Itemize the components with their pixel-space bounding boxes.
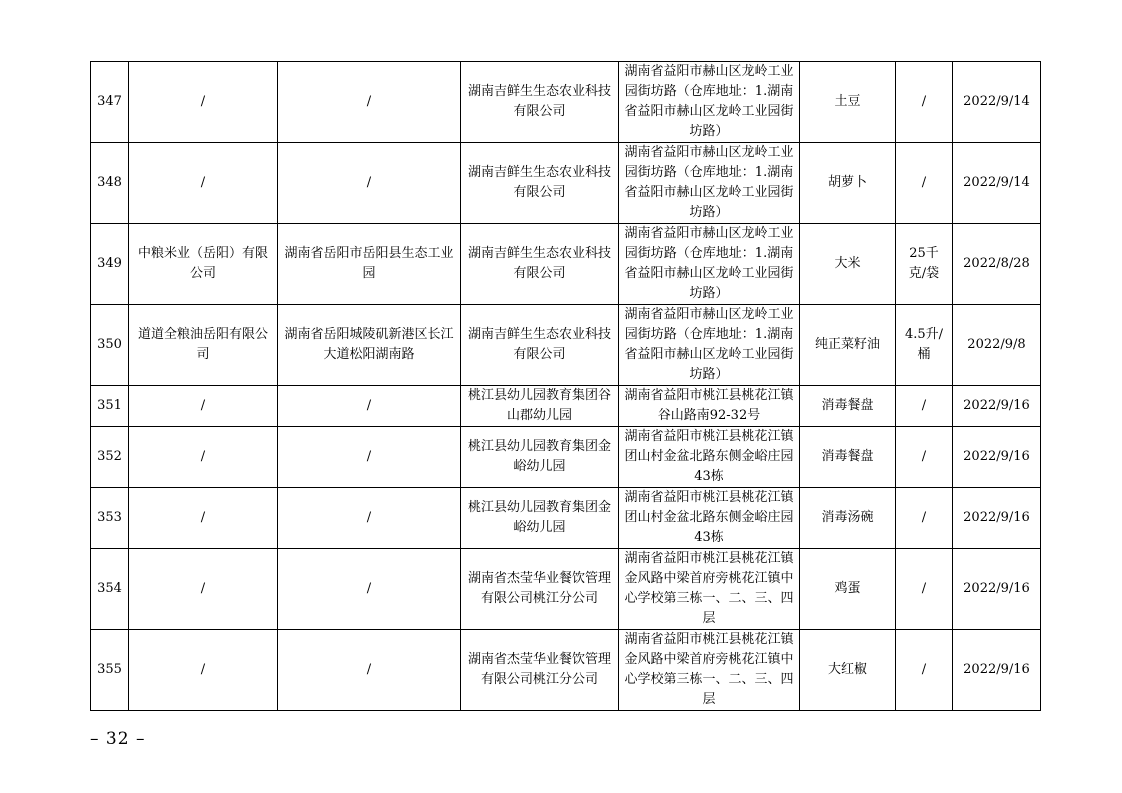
table-row (91, 224, 1041, 305)
product-spec: / (896, 427, 953, 488)
seller-name: 湖南省杰莹华业餐饮管理有限公司桃江分公司 (461, 630, 619, 711)
seller-name: 桃江县幼儿园教育集团谷山郡幼儿园 (461, 386, 619, 427)
producer-address: / (278, 427, 461, 488)
row-number: 348 (91, 143, 129, 224)
seller-name: 湖南吉鲜生生态农业科技有限公司 (461, 143, 619, 224)
row-number: 350 (91, 305, 129, 386)
page-number: – 32 – (90, 729, 146, 749)
seller-name: 湖南吉鲜生生态农业科技有限公司 (461, 305, 619, 386)
product-spec: / (896, 488, 953, 549)
row-number: 352 (91, 427, 129, 488)
producer-name: / (129, 488, 278, 549)
producer-name: / (129, 630, 278, 711)
product-name: 纯正菜籽油 (800, 305, 896, 386)
product-spec: / (896, 630, 953, 711)
product-spec: 25千克/袋 (896, 224, 953, 305)
seller-address: 湖南省益阳市赫山区龙岭工业园街坊路（仓库地址：1.湖南省益阳市赫山区龙岭工业园街坊路） (619, 143, 800, 224)
table-row (91, 630, 1041, 711)
product-name: 消毒餐盘 (800, 386, 896, 427)
row-number: 351 (91, 386, 129, 427)
row-number: 353 (91, 488, 129, 549)
seller-name: 湖南吉鲜生生态农业科技有限公司 (461, 224, 619, 305)
producer-address: / (278, 62, 461, 143)
product-name: 大米 (800, 224, 896, 305)
producer-name: / (129, 62, 278, 143)
product-name: 大红椒 (800, 630, 896, 711)
production-date: 2022/9/16 (953, 386, 1041, 427)
table-row (91, 62, 1041, 143)
producer-address: / (278, 386, 461, 427)
seller-address: 湖南省益阳市赫山区龙岭工业园街坊路（仓库地址：1.湖南省益阳市赫山区龙岭工业园街坊路） (619, 62, 800, 143)
table-row (91, 143, 1041, 224)
row-number: 355 (91, 630, 129, 711)
producer-address: / (278, 143, 461, 224)
product-spec: / (896, 386, 953, 427)
production-date: 2022/9/16 (953, 427, 1041, 488)
product-spec: 4.5升/桶 (896, 305, 953, 386)
seller-address: 湖南省益阳市桃江县桃花江镇金风路中梁首府旁桃花江镇中心学校第三栋一、二、三、四层 (619, 549, 800, 630)
seller-address: 湖南省益阳市桃江县桃花江镇团山村金盆北路东侧金峪庄园43栋 (619, 488, 800, 549)
production-date: 2022/9/16 (953, 549, 1041, 630)
product-name: 胡萝卜 (800, 143, 896, 224)
production-date: 2022/9/16 (953, 488, 1041, 549)
product-spec: / (896, 143, 953, 224)
production-date: 2022/9/16 (953, 630, 1041, 711)
producer-address: 湖南省岳阳市岳阳县生态工业园 (278, 224, 461, 305)
producer-address: 湖南省岳阳城陵矶新港区长江大道松阳湖南路 (278, 305, 461, 386)
production-date: 2022/9/14 (953, 143, 1041, 224)
producer-address: / (278, 488, 461, 549)
product-name: 鸡蛋 (800, 549, 896, 630)
seller-address: 湖南省益阳市桃江县桃花江镇谷山路南92-32号 (619, 386, 800, 427)
table-row (91, 549, 1041, 630)
production-date: 2022/8/28 (953, 224, 1041, 305)
product-name: 土豆 (800, 62, 896, 143)
product-name: 消毒汤碗 (800, 488, 896, 549)
row-number: 347 (91, 62, 129, 143)
row-number: 354 (91, 549, 129, 630)
seller-address: 湖南省益阳市桃江县桃花江镇金风路中梁首府旁桃花江镇中心学校第三栋一、二、三、四层 (619, 630, 800, 711)
production-date: 2022/9/8 (953, 305, 1041, 386)
producer-name: / (129, 427, 278, 488)
producer-name: / (129, 386, 278, 427)
product-spec: / (896, 62, 953, 143)
seller-name: 湖南吉鲜生生态农业科技有限公司 (461, 62, 619, 143)
producer-name: 道道全粮油岳阳有限公司 (129, 305, 278, 386)
product-name: 消毒餐盘 (800, 427, 896, 488)
row-number: 349 (91, 224, 129, 305)
producer-name: 中粮米业（岳阳）有限公司 (129, 224, 278, 305)
producer-address: / (278, 630, 461, 711)
table-row (91, 488, 1041, 549)
table-row (91, 305, 1041, 386)
producer-name: / (129, 549, 278, 630)
sampling-table (90, 61, 1041, 711)
production-date: 2022/9/14 (953, 62, 1041, 143)
seller-name: 桃江县幼儿园教育集团金峪幼儿园 (461, 427, 619, 488)
seller-address: 湖南省益阳市桃江县桃花江镇团山村金盆北路东侧金峪庄园43栋 (619, 427, 800, 488)
seller-address: 湖南省益阳市赫山区龙岭工业园街坊路（仓库地址：1.湖南省益阳市赫山区龙岭工业园街坊路） (619, 224, 800, 305)
product-spec: / (896, 549, 953, 630)
table-row (91, 427, 1041, 488)
seller-address: 湖南省益阳市赫山区龙岭工业园街坊路（仓库地址：1.湖南省益阳市赫山区龙岭工业园街坊路） (619, 305, 800, 386)
producer-address: / (278, 549, 461, 630)
table-row (91, 386, 1041, 427)
producer-name: / (129, 143, 278, 224)
seller-name: 桃江县幼儿园教育集团金峪幼儿园 (461, 488, 619, 549)
seller-name: 湖南省杰莹华业餐饮管理有限公司桃江分公司 (461, 549, 619, 630)
